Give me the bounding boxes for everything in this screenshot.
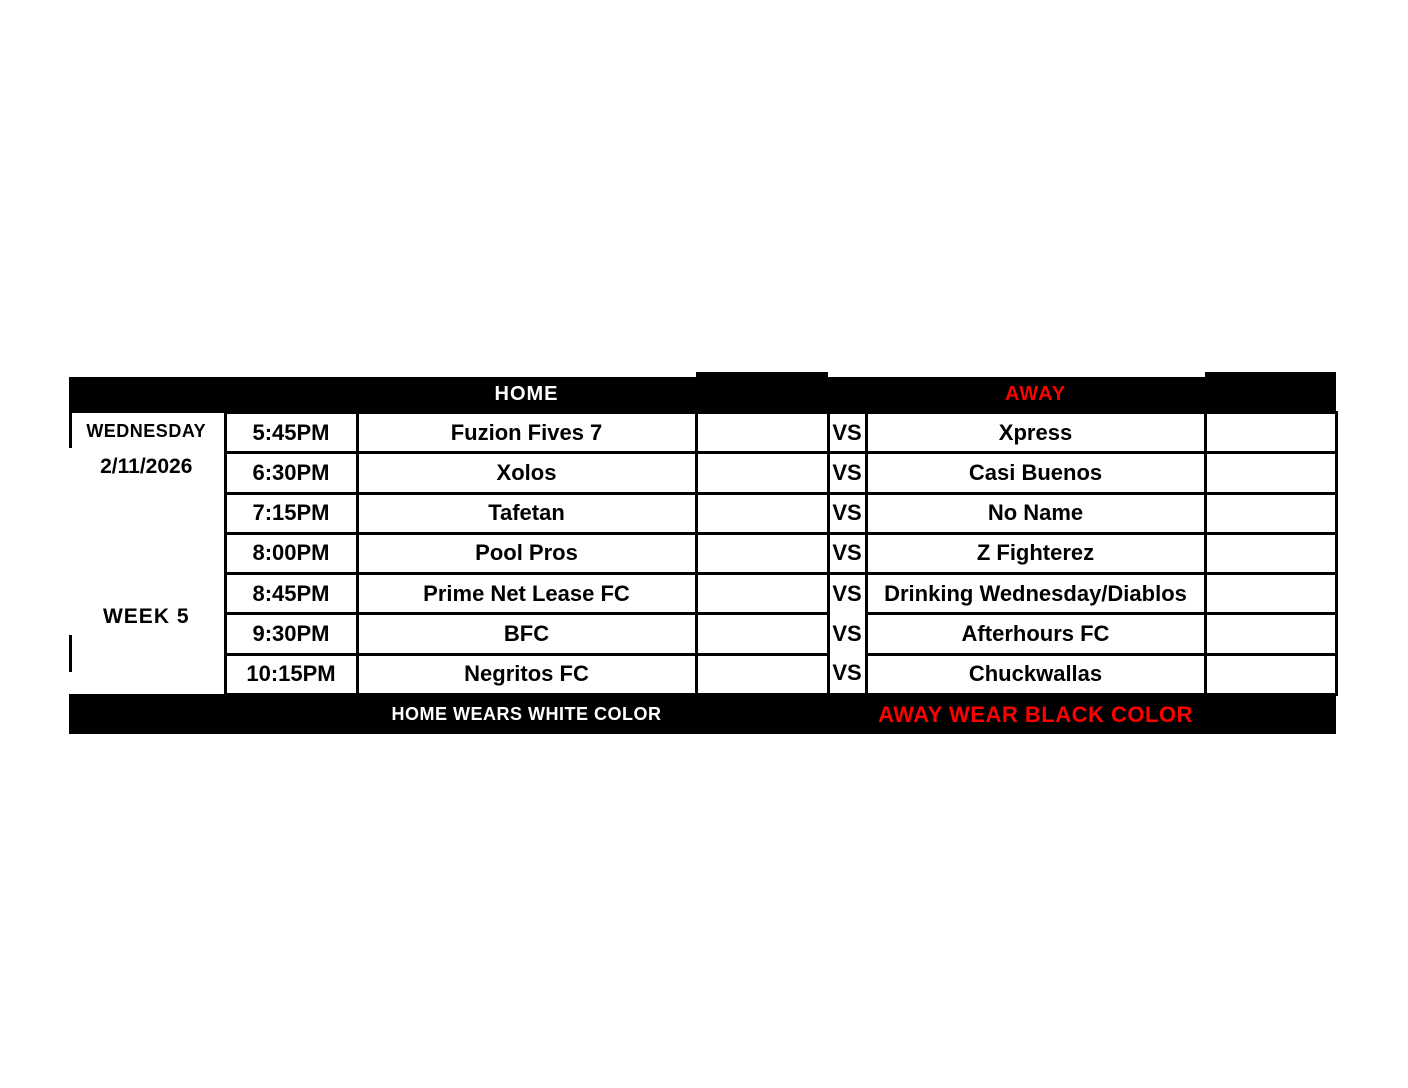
vs-cell: VS	[828, 493, 866, 533]
home-team-cell: Prime Net Lease FC	[357, 574, 696, 614]
home-team-cell: BFC	[357, 614, 696, 654]
home-score-cell	[696, 574, 828, 614]
home-header-label: HOME	[357, 377, 696, 413]
match-row	[69, 574, 1336, 614]
time-cell: 8:00PM	[225, 533, 357, 573]
away-team-cell: Drinking Wednesday/Diablos	[866, 574, 1205, 614]
border-stub	[696, 372, 828, 377]
schedule-sheet	[69, 377, 1336, 727]
home-color-note: HOME WEARS WHITE COLOR	[357, 694, 696, 734]
home-score-cell	[696, 533, 828, 573]
home-score-cell	[696, 493, 828, 533]
vs-cell: VS	[828, 574, 866, 614]
away-header-label: AWAY	[866, 377, 1205, 413]
footer-spacer	[696, 694, 828, 734]
home-team-cell: Fuzion Fives 7	[357, 413, 696, 453]
time-cell: 7:15PM	[225, 493, 357, 533]
match-row	[69, 453, 1336, 493]
time-cell: 10:15PM	[225, 654, 357, 694]
vs-cell: VS	[828, 413, 866, 453]
border-stub	[69, 411, 72, 448]
away-score-cell	[1205, 574, 1336, 614]
home-score-cell	[696, 614, 828, 654]
vs-cell: VS	[828, 614, 866, 654]
border-stub	[69, 635, 72, 672]
border-stub	[828, 710, 866, 717]
home-score-cell	[696, 654, 828, 694]
time-cell: 9:30PM	[225, 614, 357, 654]
header-spacer	[1205, 377, 1336, 413]
header-spacer	[69, 377, 225, 413]
away-team-cell: Xpress	[866, 413, 1205, 453]
home-team-cell: Tafetan	[357, 493, 696, 533]
away-team-cell: Casi Buenos	[866, 453, 1205, 493]
away-score-cell	[1205, 453, 1336, 493]
away-score-cell	[1205, 654, 1336, 694]
vs-cell: VS	[828, 453, 866, 493]
week-label: WEEK 5	[102, 604, 190, 628]
date-cell	[69, 413, 225, 695]
away-team-cell: No Name	[866, 493, 1205, 533]
header-spacer	[696, 377, 828, 413]
away-score-cell	[1205, 614, 1336, 654]
time-cell: 8:45PM	[225, 574, 357, 614]
away-score-cell	[1205, 413, 1336, 453]
away-score-cell	[1205, 493, 1336, 533]
date-label: 2/11/2026	[100, 454, 193, 478]
away-score-cell	[1205, 533, 1336, 573]
time-cell: 5:45PM	[225, 413, 357, 453]
match-row	[69, 614, 1336, 654]
header-row	[69, 377, 1336, 413]
day-label: WEDNESDAY	[86, 420, 207, 441]
home-team-cell: Negritos FC	[357, 654, 696, 694]
header-spacer	[828, 377, 866, 413]
schedule-table	[69, 377, 1338, 734]
time-cell: 6:30PM	[225, 453, 357, 493]
footer-spacer	[1205, 694, 1336, 734]
home-score-cell	[696, 453, 828, 493]
home-team-cell: Xolos	[357, 453, 696, 493]
match-row	[69, 413, 1336, 453]
match-row	[69, 654, 1336, 694]
border-stub	[1205, 372, 1336, 377]
footer-spacer	[225, 694, 357, 734]
border-stub	[225, 710, 357, 714]
vs-cell: VS	[828, 654, 866, 694]
away-color-note: AWAY WEAR BLACK COLOR	[866, 694, 1205, 734]
match-row	[69, 493, 1336, 533]
away-team-cell: Afterhours FC	[866, 614, 1205, 654]
away-team-cell: Chuckwallas	[866, 654, 1205, 694]
home-score-cell	[696, 413, 828, 453]
footer-row	[69, 694, 1336, 734]
match-row	[69, 533, 1336, 573]
vs-cell: VS	[828, 533, 866, 573]
home-team-cell: Pool Pros	[357, 533, 696, 573]
header-spacer	[225, 377, 357, 413]
away-team-cell: Z Fighterez	[866, 533, 1205, 573]
footer-spacer	[69, 694, 225, 734]
